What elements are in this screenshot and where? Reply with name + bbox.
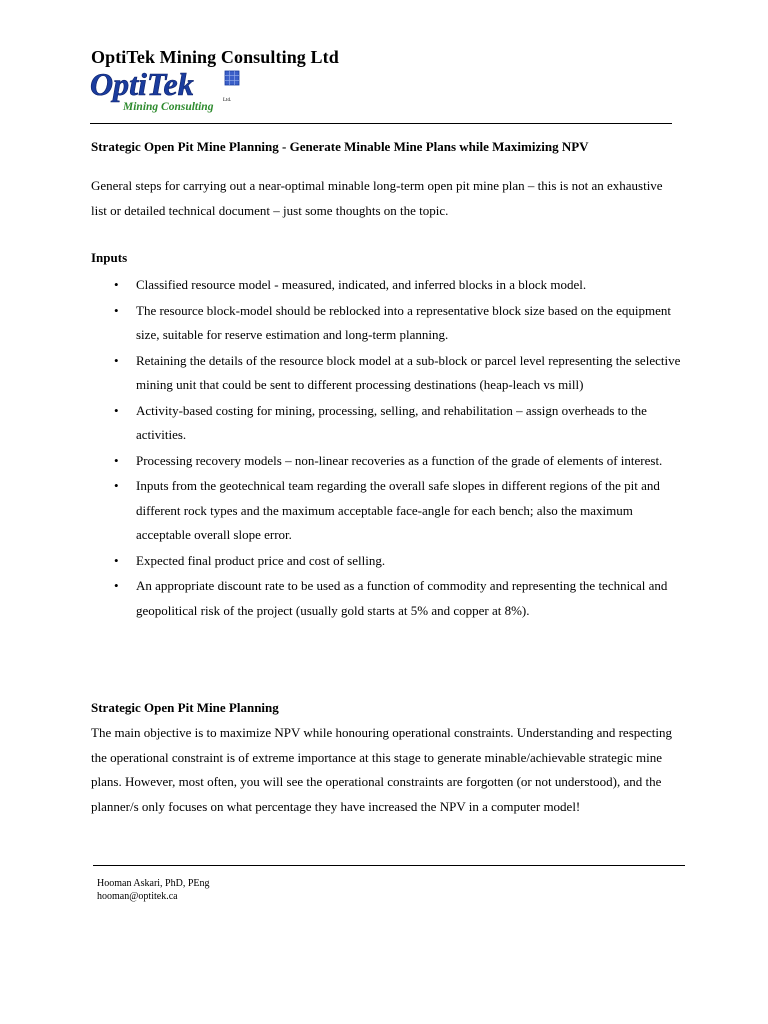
list-item-text: Expected final product price and cost of selling. xyxy=(136,552,386,568)
list-item xyxy=(91,399,686,448)
bullet-icon: • xyxy=(114,277,119,292)
list-item xyxy=(91,349,686,398)
strategic-planning-heading: Strategic Open Pit Mine Planning xyxy=(91,700,279,715)
bullet-icon: • xyxy=(114,478,119,493)
list-item-text: Inputs from the geotechnical team regarding the overall safe slopes in different regions of the pit and different rock types and the maximum acceptable face-angle for each bench; also the maximum acceptable overall slope error. xyxy=(136,478,660,542)
logo-grid-icon xyxy=(225,71,239,85)
bullet-icon: • xyxy=(114,552,119,568)
list-item-text: An appropriate discount rate to be used as a function of commodity and representing the technical and geopolitical risk of the project (usually gold starts at 5% and copper at 8%). xyxy=(136,578,668,618)
bullet-icon: • xyxy=(114,402,119,418)
list-item-text: Classified resource model - measured, indicated, and inferred blocks in a block model. xyxy=(136,277,587,292)
bullet-icon: • xyxy=(114,302,119,318)
company-title: OptiTek Mining Consulting Ltd xyxy=(91,47,339,67)
intro-paragraph: General steps for carrying out a near-optimal minable long-term open pit mine plan – this is not an exhaustive list or detailed technical document – just some thoughts on the topic. xyxy=(91,178,663,218)
list-item xyxy=(91,574,686,623)
header-divider xyxy=(90,123,672,124)
list-item xyxy=(91,549,686,574)
bullet-icon: • xyxy=(114,578,119,593)
list-item-text: The resource block-model should be reblocked into a representative block size based on the equipment size, suitable for reserve estimation and long-term planning. xyxy=(136,302,671,342)
list-item xyxy=(91,273,686,298)
list-item-text: Processing recovery models – non-linear recoveries as a function of the grade of elements of interest. xyxy=(136,452,663,468)
footer xyxy=(97,877,210,903)
list-item-text: Activity-based costing for mining, processing, selling, and rehabilitation – assign overheads to the activities. xyxy=(136,402,647,442)
list-item xyxy=(91,299,686,348)
optitek-logo-graphic xyxy=(90,68,255,118)
document-title: Strategic Open Pit Mine Planning - Generate Minable Mine Plans while Maximizing NPV xyxy=(91,139,589,154)
logo-tagline: Mining Consulting xyxy=(123,101,214,113)
list-item-text: Retaining the details of the resource block model at a sub-block or parcel level representing the selective mining unit that could be sent to different processing destinations (heap-leach vs mill) xyxy=(136,352,681,392)
bullet-icon: • xyxy=(114,352,119,368)
footer-author: Hooman Askari, PhD, PEng xyxy=(97,878,210,889)
logo-suffix: Ltd. xyxy=(223,98,232,103)
optitek-logo xyxy=(90,68,255,118)
strategic-planning-paragraph: The main objective is to maximize NPV while honouring operational constraints. Understanding and respecting the operational constraint is of extreme importance at this stage to generate minable/achievable strategic mine plans. However, most often, you will see the operational constraints are forgotten (or not understood), and the planner/s only focuses on what percentage they have increased the NPV in a computer model! xyxy=(91,725,673,814)
logo-wordmark: OptiTek xyxy=(90,68,194,102)
footer-email[interactable]: hooman@optitek.ca xyxy=(97,891,178,902)
list-item xyxy=(91,449,686,474)
inputs-heading: Inputs xyxy=(91,250,128,265)
inputs-list xyxy=(91,273,686,624)
footer-divider xyxy=(93,865,685,866)
bullet-icon: • xyxy=(114,452,119,468)
list-item xyxy=(91,474,686,548)
